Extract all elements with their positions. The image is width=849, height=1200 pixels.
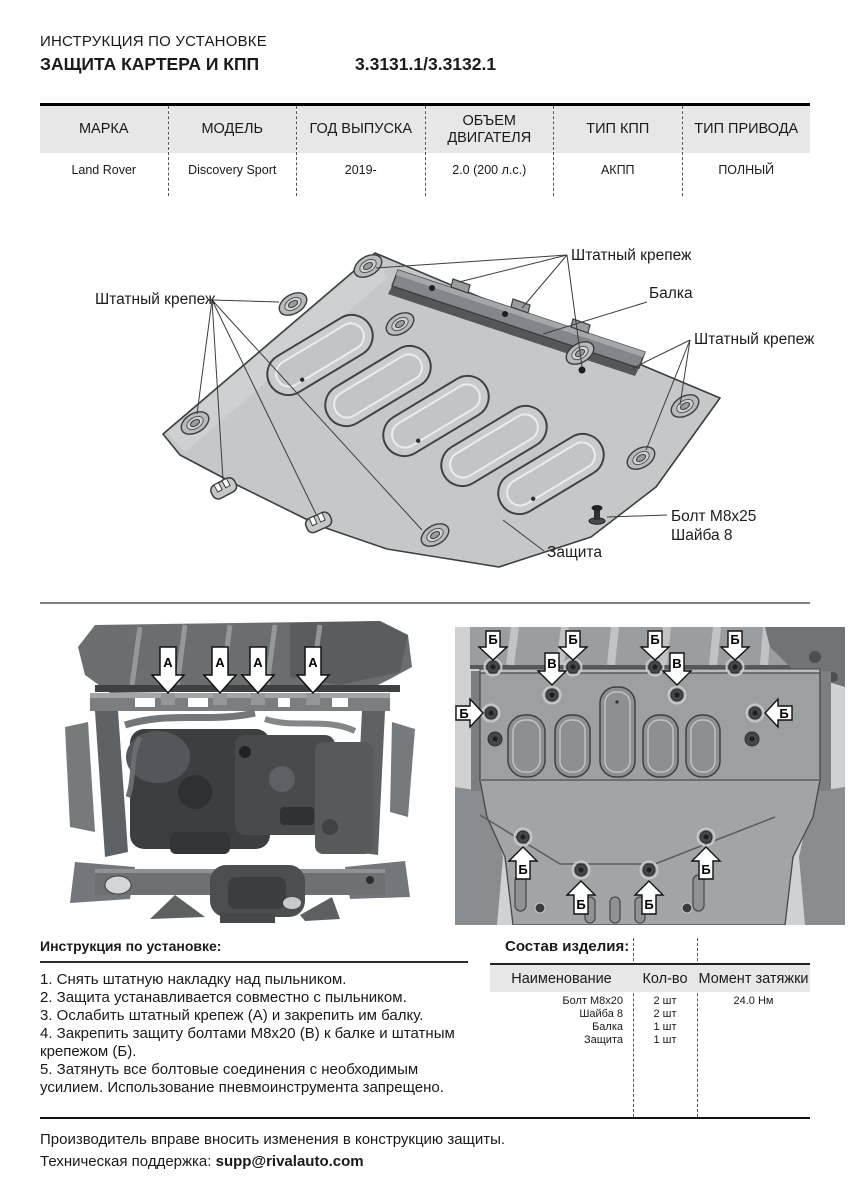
bolt-head bbox=[483, 705, 500, 722]
instruction-step: 5. Затянуть все болтовые соединения с необходимым усилием. Использование пневмоинструмента запрещено. bbox=[40, 1061, 444, 1096]
header-subtitle: ИНСТРУКЦИЯ ПО УСТАНОВКЕ bbox=[40, 33, 267, 50]
bolt-head bbox=[488, 732, 502, 746]
label-guard: Защита bbox=[547, 544, 602, 561]
parts-header-qty: Кол-во bbox=[642, 970, 688, 987]
instructions-rule bbox=[40, 961, 468, 963]
svg-text:Б: Б bbox=[518, 862, 528, 877]
cell-value: Discovery Sport bbox=[188, 163, 277, 177]
svg-text:А: А bbox=[253, 655, 263, 670]
bolt-head bbox=[669, 687, 686, 704]
parts-header-torque: Момент затяжки bbox=[698, 970, 809, 987]
cell-value: 2019- bbox=[344, 163, 377, 177]
label-washer: Шайба 8 bbox=[671, 527, 733, 544]
instructions-title: Инструкция по установке: bbox=[40, 938, 222, 954]
label-bolt: Болт М8х25 bbox=[671, 508, 757, 525]
skid-plate-drawing bbox=[35, 240, 815, 600]
spec-col-drive bbox=[682, 106, 811, 196]
photo-engine-bay bbox=[40, 617, 435, 925]
spec-col-year bbox=[296, 106, 425, 196]
engine-block bbox=[125, 713, 373, 854]
spec-col-brand bbox=[40, 106, 168, 196]
label-beam: Балка bbox=[649, 285, 693, 302]
engine-cover bbox=[78, 621, 412, 693]
bolt-head bbox=[573, 862, 590, 879]
svg-text:Б: Б bbox=[644, 897, 654, 912]
footer-disclaimer: Производитель вправе вносить изменения в конструкцию защиты. bbox=[40, 1131, 506, 1148]
svg-text:В: В bbox=[672, 656, 682, 671]
parts-row: Болт М8х20 2 шт 24.0 Нм bbox=[562, 995, 774, 1007]
bolt-head bbox=[565, 659, 582, 676]
spec-col-engine bbox=[425, 106, 554, 196]
bolt-head bbox=[535, 903, 545, 913]
footer bbox=[40, 1129, 505, 1173]
engine-bay-illustration bbox=[40, 617, 435, 925]
parts-table bbox=[490, 963, 810, 1047]
installation-instructions bbox=[40, 938, 468, 1097]
svg-text:Б: Б bbox=[730, 632, 740, 647]
svg-text:А: А bbox=[163, 655, 173, 670]
instruction-step: 2. Защита устанавливается совместно с пыльником. bbox=[40, 989, 407, 1006]
part-numbers: 3.3131.1/3.3132.1 bbox=[355, 54, 497, 74]
header bbox=[40, 33, 496, 75]
spec-table bbox=[40, 103, 810, 196]
parts-title: Состав изделия: bbox=[505, 938, 630, 955]
column-header: ГОД ВЫПУСКА bbox=[297, 106, 425, 153]
cell-value: Land Rover bbox=[71, 163, 137, 177]
parts-row: Балка 1 шт bbox=[592, 1021, 677, 1033]
bolt-head bbox=[515, 829, 532, 846]
spec-col-gearbox bbox=[553, 106, 682, 196]
bolt-head bbox=[485, 659, 502, 676]
cell-value: АКПП bbox=[600, 163, 635, 177]
label-factory-fastener-right: Штатный крепеж bbox=[694, 331, 815, 348]
column-header: МАРКА bbox=[40, 106, 168, 153]
svg-text:В: В bbox=[547, 656, 557, 671]
page-title: ЗАЩИТА КАРТЕРА И КПП bbox=[40, 54, 260, 74]
parts-row: Шайба 8 2 шт bbox=[579, 1008, 677, 1020]
cell-value: ПОЛНЫЙ bbox=[718, 163, 775, 177]
instruction-step: 3. Ослабить штатный крепеж (А) и закрепить им балку. bbox=[40, 1007, 424, 1024]
support-email: supp@rivalauto.com bbox=[215, 1153, 364, 1170]
bolt-head bbox=[747, 705, 764, 722]
bolt-head bbox=[641, 862, 658, 879]
cell-value: 2.0 (200 л.с.) bbox=[452, 163, 527, 177]
svg-text:А: А bbox=[215, 655, 225, 670]
bolt-head bbox=[544, 687, 561, 704]
instruction-step: 4. Закрепить защиту болтами М8х20 (В) к балке и штатным крепежом (Б). bbox=[40, 1025, 455, 1060]
column-header: ТИП КПП bbox=[554, 106, 682, 153]
bolt-head bbox=[745, 732, 759, 746]
bolt-head bbox=[682, 903, 692, 913]
column-header: МОДЕЛЬ bbox=[169, 106, 297, 153]
svg-text:Б: Б bbox=[650, 632, 660, 647]
column-header: ТИП ПРИВОДА bbox=[683, 106, 811, 153]
svg-text:Б: Б bbox=[459, 706, 469, 721]
svg-text:Б: Б bbox=[701, 862, 711, 877]
support-label: Техническая поддержка: bbox=[40, 1153, 212, 1170]
bolt-head bbox=[698, 829, 715, 846]
section-divider bbox=[40, 602, 810, 604]
svg-text:А: А bbox=[308, 655, 318, 670]
spec-col-model bbox=[168, 106, 297, 196]
svg-text:Б: Б bbox=[576, 897, 586, 912]
instruction-step: 1. Снять штатную накладку над пыльником. bbox=[40, 971, 347, 988]
parts-row: Защита 1 шт bbox=[584, 1034, 677, 1046]
photo-installed-guard bbox=[455, 627, 845, 925]
column-header: ОБЪЕМ ДВИГАТЕЛЯ bbox=[426, 106, 554, 153]
svg-text:Б: Б bbox=[568, 632, 578, 647]
footer-support bbox=[40, 1151, 505, 1173]
subframe-bar bbox=[90, 693, 390, 711]
installed-guard-illustration bbox=[455, 627, 845, 925]
main-drawing bbox=[35, 240, 815, 600]
lower-subframe bbox=[70, 861, 410, 923]
bottom-rule bbox=[40, 1117, 810, 1119]
parts-list bbox=[490, 938, 810, 1117]
svg-text:Б: Б bbox=[488, 632, 498, 647]
bolt-head bbox=[647, 659, 664, 676]
instructions-list bbox=[40, 971, 468, 1097]
label-factory-fastener-top: Штатный крепеж bbox=[571, 247, 692, 264]
label-factory-fastener-left: Штатный крепеж bbox=[95, 291, 216, 308]
svg-text:Б: Б bbox=[779, 706, 789, 721]
bolt-head bbox=[727, 659, 744, 676]
parts-header-name: Наименование bbox=[511, 970, 612, 987]
